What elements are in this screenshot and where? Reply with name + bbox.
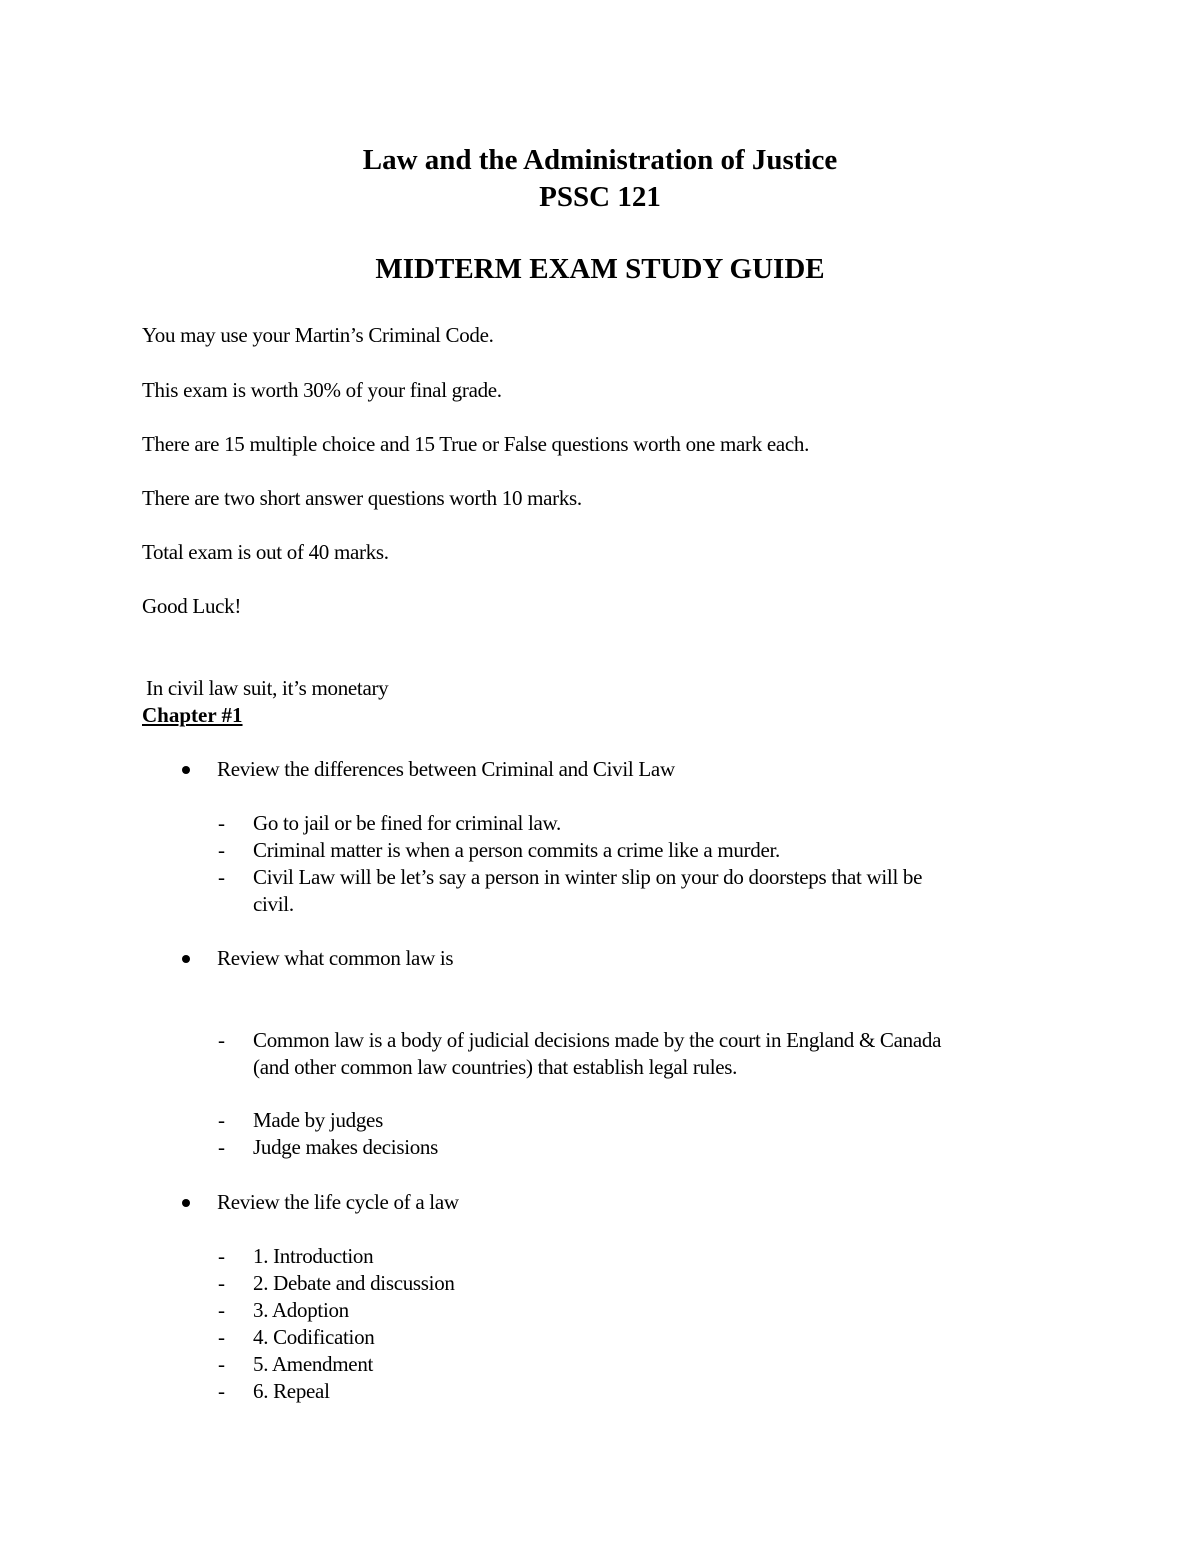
- sub-item: Judge makes decisions: [253, 1135, 438, 1159]
- dash-marker: -: [218, 1379, 225, 1403]
- lifecycle-step: 6. Repeal: [253, 1379, 330, 1403]
- lifecycle-step: 4. Codification: [253, 1325, 375, 1349]
- intro-line: There are two short answer questions worth 10 marks.: [142, 486, 582, 510]
- bullet-item: Review the life cycle of a law: [217, 1190, 459, 1214]
- civil-law-note: In civil law suit, it’s monetary: [146, 676, 389, 700]
- dash-marker: -: [218, 838, 225, 862]
- document-title: Law and the Administration of Justice: [362, 144, 838, 176]
- sub-item-continued: civil.: [253, 892, 294, 916]
- lifecycle-step: 2. Debate and discussion: [253, 1271, 455, 1295]
- dash-marker: -: [218, 1108, 225, 1132]
- intro-line: You may use your Martin’s Criminal Code.: [142, 323, 494, 347]
- dash-marker: -: [218, 865, 225, 889]
- dash-marker: -: [218, 1298, 225, 1322]
- dash-marker: -: [218, 811, 225, 835]
- intro-line: Good Luck!: [142, 594, 242, 618]
- sub-item-continued: (and other common law countries) that establish legal rules.: [253, 1055, 738, 1079]
- chapter-heading: Chapter #1: [142, 703, 243, 727]
- sub-item: Made by judges: [253, 1108, 383, 1132]
- dash-marker: -: [218, 1244, 225, 1268]
- course-code: PSSC 121: [539, 181, 661, 213]
- dash-marker: -: [218, 1135, 225, 1159]
- lifecycle-step: 3. Adoption: [253, 1298, 349, 1322]
- sub-item: Criminal matter is when a person commits a crime like a murder.: [253, 838, 780, 862]
- bullet-item: Review the differences between Criminal and Civil Law: [217, 757, 675, 781]
- sub-item: Common law is a body of judicial decisions made by the court in England & Canada: [253, 1028, 942, 1052]
- dash-marker: -: [218, 1325, 225, 1349]
- intro-line: There are 15 multiple choice and 15 True or False questions worth one mark each.: [142, 432, 810, 456]
- dash-marker: -: [218, 1271, 225, 1295]
- bullet-item: Review what common law is: [217, 946, 454, 970]
- dash-marker: -: [218, 1352, 225, 1376]
- dash-marker: -: [218, 1028, 225, 1052]
- bullet-icon: [182, 766, 190, 774]
- intro-line: Total exam is out of 40 marks.: [142, 540, 389, 564]
- bullet-icon: [182, 1199, 190, 1207]
- lifecycle-step: 5. Amendment: [253, 1352, 374, 1376]
- sub-item: Civil Law will be let’s say a person in winter slip on your do doorsteps that will be: [253, 865, 923, 889]
- lifecycle-step: 1. Introduction: [253, 1244, 374, 1268]
- intro-line: This exam is worth 30% of your final grade.: [142, 378, 502, 402]
- sub-item: Go to jail or be fined for criminal law.: [253, 811, 561, 835]
- document-subtitle: MIDTERM EXAM STUDY GUIDE: [375, 253, 825, 285]
- bullet-icon: [182, 955, 190, 963]
